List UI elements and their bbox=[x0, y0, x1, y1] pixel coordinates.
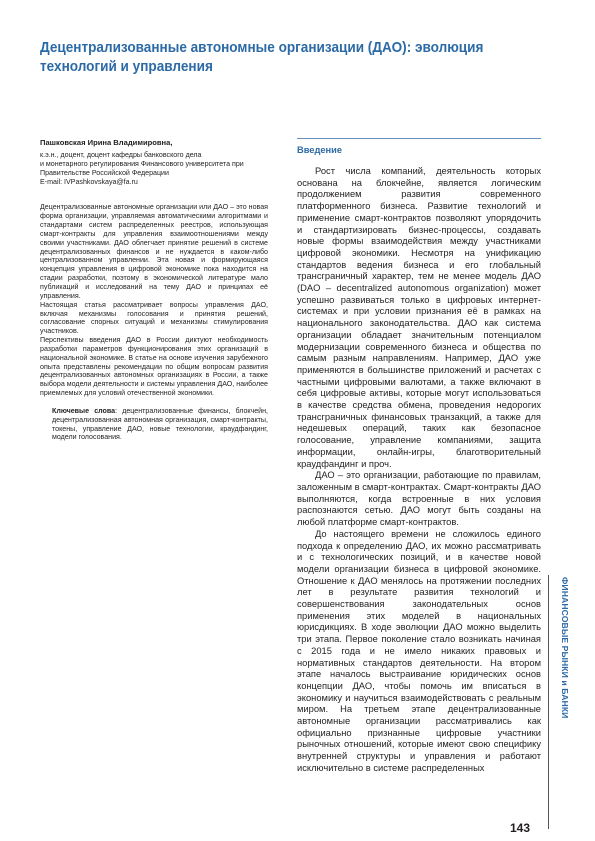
author-column bbox=[40, 138, 268, 442]
section-divider bbox=[297, 138, 541, 139]
section-heading: Введение bbox=[297, 145, 343, 155]
article-title: Децентрализованные автономные организации (ДАО): эволюция технологий и управления bbox=[40, 40, 484, 75]
abstract-paragraph: Децентрализованные автономные организации или ДАО – это новая форма организации, управляемая автоматическими алгоритмами и стандартами систем распределенных реестров, использующая смарт-контракты для управления взаимоотношениями между своими участниками. ДАО облегчает принятие решений в системе децентрализованных финансов и не нуждается в каком-либо централизованном управлении. Эта новая и формирующаяся концепция управления в цифровой экономике пока находится на стадии разработки, поэтому в экономической литературе мало публикаций и исследований на тему ДАО и принципах её управления. bbox=[40, 203, 268, 300]
author-affiliation-line: к.э.н., доцент, доцент кафедры банковского дела bbox=[40, 151, 202, 159]
author-affiliation-line: Правительстве Российской Федерации bbox=[40, 168, 169, 177]
author-name: Пашковская Ирина Владимировна, bbox=[40, 138, 173, 147]
body-paragraph: Рост числа компаний, деятельность которых основана на блокчейне, является логическим продолжением развития современного платформенного бизнеса. Развитие технологий и применение смарт-контрактов позволяют упорядочить и стандартизировать бизнес-процессы, создавать новые формы взаимодействия между участниками цифровой экономики. Несмотря на унификацию стандартов ведения бизнеса и его глобальный трансграничный характер, тем не менее модель ДАО (DAO – decentralized autonomous organization) может успешно развиваться только в цифровых интернет-системах и при условии признания её в рамках на национального законодательства. ДАО как система организации обладает значительным потенциалом модернизации современного бизнеса и общества по самым разным направлениям. Например, ДАО уже применяются в большинстве приложений и расчетах с частными цифровыми валютами, а также включают в себя цифровые активы, которые могут использоваться в качестве средства обмена, проведения недорогих трансграничных финансовых транзакций, а также для недешевых операций, таких как безопасное голосование, управление компаниями, защита информации, онлайн-игры, благотворительный краудфандинг и проч. bbox=[297, 166, 541, 469]
body-paragraph: ДАО – это организации, работающие по правилам, заложенным в смарт-контрактах. Смарт-контракты ДАО выполняются, когда встроенные в них условия распознаются сетью. ДАО могут быть созданы на любой платформе смарт-контрактов. bbox=[297, 470, 541, 528]
keywords-text: : децентрализованные финансы, блокчейн, децентрализованная автономная организация, смарт-контракты, токены, управление ДАО, новые технологии, краудфандинг, модели голосования. bbox=[52, 406, 268, 442]
page-number: 143 bbox=[510, 821, 531, 835]
side-divider bbox=[548, 575, 549, 829]
abstract-paragraph: Перспективы введения ДАО в России диктуют необходимость разработки параметров функционирования этих организаций в национальной экономике. В статье на основе изучения зарубежного опыта представлены рекомендации по общим вопросам развития децентрализованных автономных организациях в России, а также выбора модели деятельности и системы управления ДАО, наиболее приемлемых для условий отечественной экономики. bbox=[40, 336, 268, 398]
journal-section-label: ФИНАНСОВЫЕ РЫНКИ и БАНКИ bbox=[560, 577, 570, 719]
body-column bbox=[297, 138, 541, 775]
keywords-label: Ключевые слова bbox=[52, 406, 116, 415]
body-paragraph: До настоящего времени не сложилось единого подхода к определению ДАО, их можно рассматривать и с технологических позиций, и в качестве новой модели организации бизнеса в цифровой экономике. Отношение к ДАО менялось на протяжении последних лет в результате развития технологий и совершенствования законодательных основ применения этих моделей в национальных юрисдикциях. В ходе эволюции ДАО можно выделить три этапа. Первое поколение стало возникать начиная с 2015 года и не имело никаких правовых и нормативных стандартов деятельности. На втором этапе началось выстраивание юридических основ концепции ДАО, чтобы помочь им вписаться в экономику и научиться взаимодействовать с реальным миром. На третьем этапе децентрализованные автономные организации рассматривались как официально признанные цифровые участники рыночных отношений, которые имеют свою специфику внутренней структуры и управления и работают исключительно в системе распределенных bbox=[297, 528, 541, 773]
author-email: E-mail: IVPashkovskaya@fa.ru bbox=[40, 177, 138, 186]
author-affiliation-line: и монетарного регулирования Финансового университета при bbox=[40, 159, 244, 168]
abstract-paragraph: Настоящая статья рассматривает вопросы управления ДАО, включая механизмы голосования и принятия решений, согласование спорных ситуаций и механизмы стимулирования участников. bbox=[40, 300, 268, 336]
keywords bbox=[40, 407, 268, 442]
abstract bbox=[40, 203, 268, 398]
